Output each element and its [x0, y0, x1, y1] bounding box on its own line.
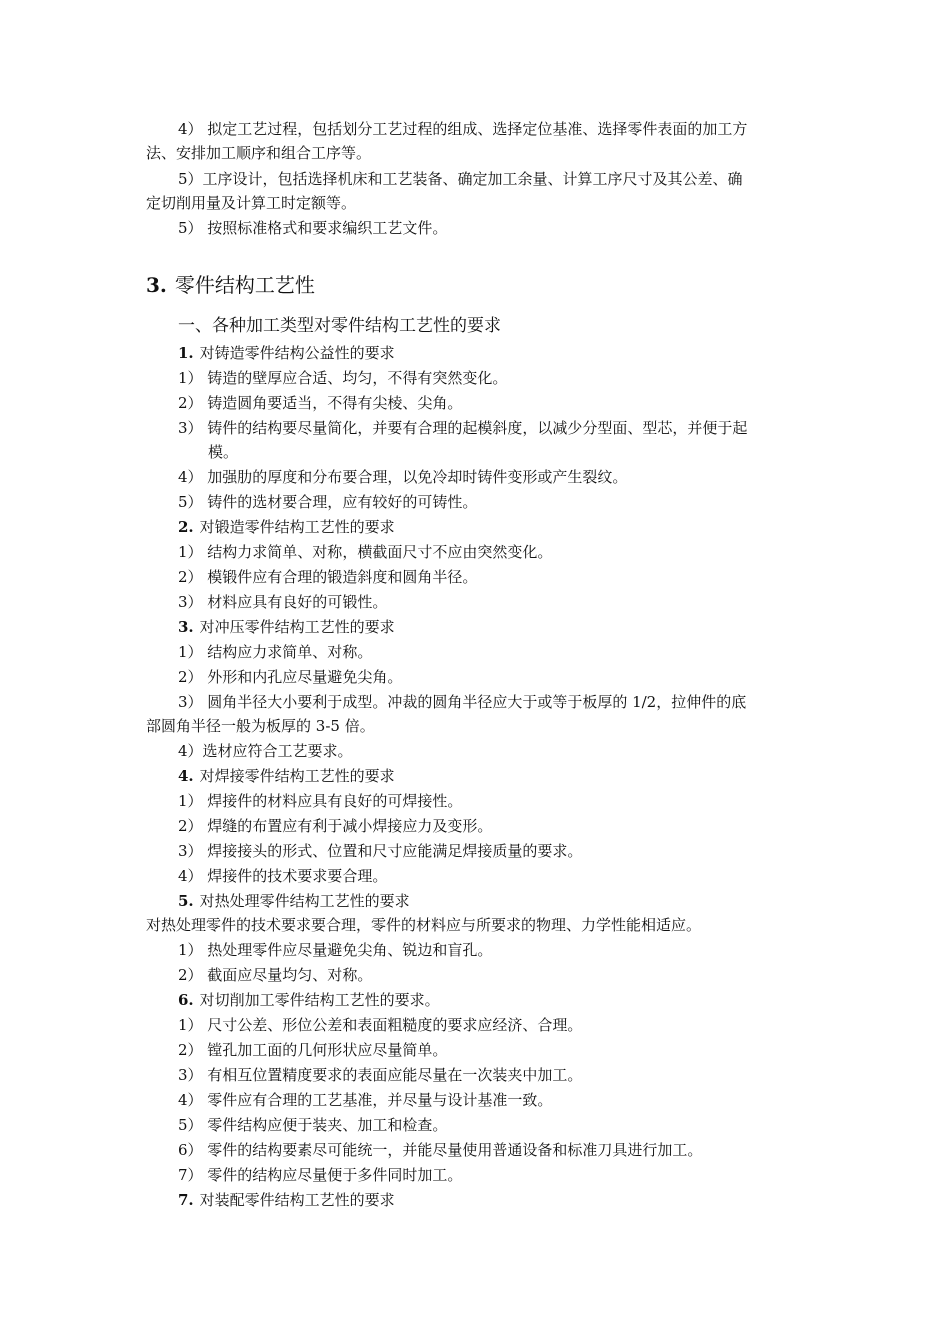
casting-item-1: 1） 铸造的壁厚应合适、均匀，不得有突然变化。 [178, 369, 508, 387]
section-subtitle: 一、各种加工类型对零件结构工艺性的要求 [178, 316, 501, 336]
heat-number: 5. [178, 892, 194, 910]
intro-item5a-line2: 定切削用量及计算工时定额等。 [146, 194, 357, 212]
assembly-heading-text: 对装配零件结构工艺性的要求 [199, 1191, 395, 1209]
welding-item-2: 2） 焊缝的布置应有利于减小焊接应力及变形。 [178, 817, 493, 835]
cutting-item-2: 2） 镗孔加工面的几何形状应尽量简单。 [178, 1041, 448, 1059]
casting-item-3: 3） 铸件的结构要尽量简化，并要有合理的起模斜度，以减少分型面、型芯，并便于起 [178, 419, 748, 437]
assembly-heading [0, 1188, 950, 1212]
cutting-heading [0, 988, 950, 1012]
intro-item5a-line1: 5）工序设计，包括选择机床和工艺装备、确定加工余量、计算工序尺寸及其公差、确 [178, 170, 743, 188]
cutting-item-1: 1） 尺寸公差、形位公差和表面粗糙度的要求应经济、合理。 [178, 1016, 583, 1034]
welding-item-4: 4） 焊接件的技术要求要合理。 [178, 867, 388, 885]
section-number: 3. [146, 273, 167, 297]
stamping-item-4: 4）选材应符合工艺要求。 [178, 742, 353, 760]
intro-item4-line2: 法、安排加工顺序和组合工序等。 [146, 144, 372, 162]
section-heading [0, 271, 950, 299]
cutting-item-3: 3） 有相互位置精度要求的表面应能尽量在一次装夹中加工。 [178, 1066, 583, 1084]
casting-item-4: 4） 加强肋的厚度和分布要合理，以免冷却时铸件变形或产生裂纹。 [178, 468, 628, 486]
cutting-number: 6. [178, 991, 194, 1009]
forging-heading-text: 对锻造零件结构工艺性的要求 [199, 518, 395, 536]
stamping-item-2: 2） 外形和内孔应尽量避免尖角。 [178, 668, 403, 686]
heat-intro: 对热处理零件的技术要求要合理，零件的材料应与所要求的物理、力学性能相适应。 [146, 916, 702, 934]
heat-heading [0, 889, 950, 913]
casting-number: 1. [178, 344, 194, 362]
heat-item-2: 2） 截面应尽量均匀、对称。 [178, 966, 373, 984]
casting-heading [0, 341, 950, 365]
casting-item-5: 5） 铸件的选材要合理，应有较好的可铸性。 [178, 493, 478, 511]
welding-number: 4. [178, 767, 194, 785]
stamping-number: 3. [178, 618, 194, 636]
forging-item-2: 2） 模锻件应有合理的锻造斜度和圆角半径。 [178, 568, 478, 586]
welding-item-1: 1） 焊接件的材料应具有良好的可焊接性。 [178, 792, 463, 810]
intro-item5b: 5） 按照标准格式和要求编织工艺文件。 [178, 219, 448, 237]
stamping-item-3-cont: 部圆角半径一般为板厚的 3-5 倍。 [146, 717, 375, 735]
forging-number: 2. [178, 518, 194, 536]
stamping-item-3: 3） 圆角半径大小要利于成型。冲裁的圆角半径应大于或等于板厚的 1/2，拉伸件的底 [178, 693, 747, 711]
section-title: 零件结构工艺性 [174, 273, 315, 297]
casting-item-2: 2） 铸造圆角要适当，不得有尖棱、尖角。 [178, 394, 463, 412]
casting-item-3-cont: 模。 [208, 443, 239, 461]
welding-heading [0, 764, 950, 788]
cutting-heading-text: 对切削加工零件结构工艺性的要求。 [199, 991, 440, 1009]
forging-heading [0, 515, 950, 539]
intro-item4-line1: 4） 拟定工艺过程，包括划分工艺过程的组成、选择定位基准、选择零件表面的加工方 [178, 120, 748, 138]
heat-heading-text: 对热处理零件结构工艺性的要求 [199, 892, 410, 910]
welding-item-3: 3） 焊接接头的形式、位置和尺寸应能满足焊接质量的要求。 [178, 842, 583, 860]
cutting-item-4: 4） 零件应有合理的工艺基准，并尽量与设计基准一致。 [178, 1091, 553, 1109]
cutting-item-5: 5） 零件结构应便于装夹、加工和检查。 [178, 1116, 448, 1134]
assembly-number: 7. [178, 1191, 194, 1209]
cutting-item-6: 6） 零件的结构要素尽可能统一，并能尽量使用普通设备和标准刀具进行加工。 [178, 1141, 703, 1159]
stamping-heading [0, 615, 950, 639]
cutting-item-7: 7） 零件的结构应尽量便于多件同时加工。 [178, 1166, 463, 1184]
casting-heading-text: 对铸造零件结构公益性的要求 [199, 344, 395, 362]
forging-item-3: 3） 材料应具有良好的可锻性。 [178, 593, 388, 611]
welding-heading-text: 对焊接零件结构工艺性的要求 [199, 767, 395, 785]
stamping-heading-text: 对冲压零件结构工艺性的要求 [199, 618, 395, 636]
stamping-item-1: 1） 结构应力求简单、对称。 [178, 643, 373, 661]
forging-item-1: 1） 结构力求简单、对称，横截面尺寸不应由突然变化。 [178, 543, 553, 561]
heat-item-1: 1） 热处理零件应尽量避免尖角、锐边和盲孔。 [178, 941, 493, 959]
